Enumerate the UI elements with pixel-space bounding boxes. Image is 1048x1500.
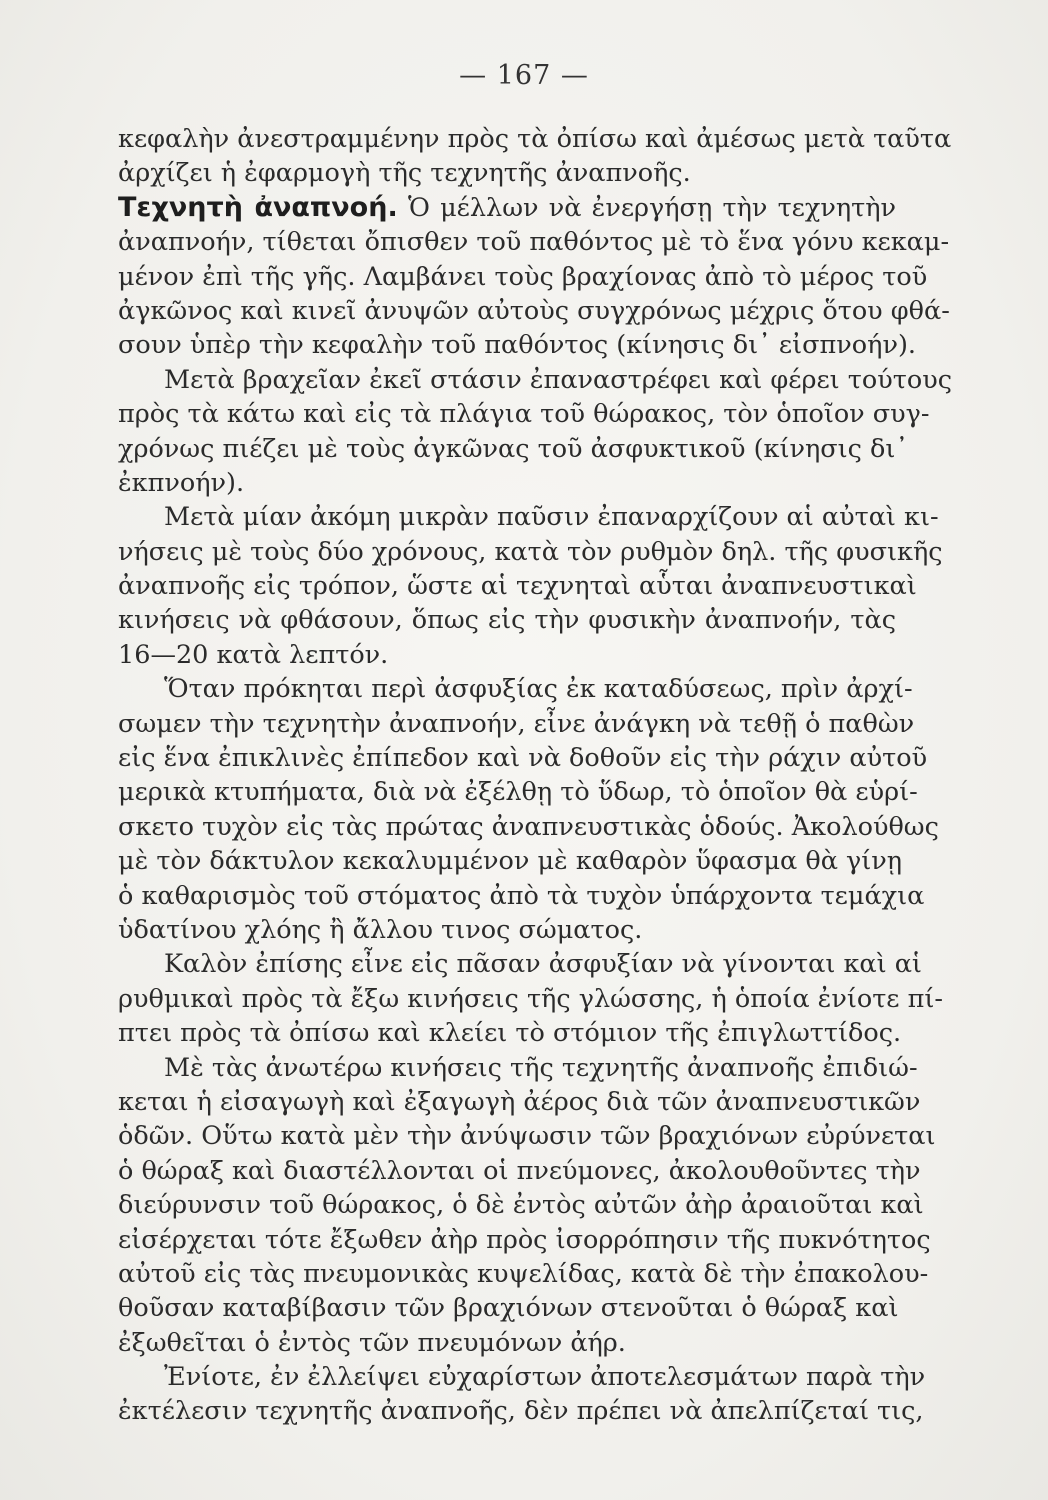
text-line: ρυθμικαὶ πρὸς τὰ ἔξω κινήσεις τῆς γλώσσης, ἡ ὁποία ἐνίοτε πί- [118, 983, 944, 1014]
text-line: κινήσεις νὰ φθάσουν, ὅπως εἰς τὴν φυσικὴν ἀναπνοήν, τὰς [118, 605, 896, 636]
text-line: μερικὰ κτυπήματα, διὰ νὰ ἐξέλθῃ τὸ ὕδωρ, τὸ ὁποῖον θὰ εὑρί- [118, 777, 918, 808]
text-line: διεύρυνσιν τοῦ θώρακος, ὁ δὲ ἐντὸς αὐτῶν ἀὴρ ἀραιοῦται καὶ [118, 1190, 924, 1221]
text-line: σκετο τυχὸν εἰς τὰς πρώτας ἀναπνευστικὰς ὁδούς. Ἀκολούθως [118, 811, 939, 842]
text-line: ὁ καθαρισμὸς τοῦ στόματος ἀπὸ τὰ τυχὸν ὑπάρχοντα τεμάχια [118, 880, 925, 911]
text-line: Μὲ τὰς ἀνωτέρω κινήσεις τῆς τεχνητῆς ἀναπνοῆς ἐπιδιώ- [164, 1052, 918, 1083]
text-line: θοῦσαν καταβίβασιν τῶν βραχιόνων στενοῦται ὁ θώραξ καὶ [118, 1293, 899, 1324]
text-line: ἀγκῶνος καὶ κινεῖ ἀνυψῶν αὐτοὺς συγχρόνως μέχρις ὅτου φθά- [118, 295, 950, 326]
text-line-with-heading [118, 191, 896, 225]
body-text [118, 122, 952, 1429]
text-line: χρόνως πιέζει μὲ τοὺς ἀγκῶνας τοῦ ἀσφυκτικοῦ (κίνησις δι᾿ [118, 433, 909, 464]
text-line: κεφαλὴν ἀνεστραμμένην πρὸς τὰ ὀπίσω καὶ ἀμέσως μετὰ ταῦτα [118, 124, 952, 154]
text-line: Μετὰ μίαν ἀκόμη μικρὰν παῦσιν ἐπαναρχίζουν αἱ αὐταὶ κι- [164, 502, 939, 533]
text-line: Ἐνίοτε, ἐν ἐλλείψει εὐχαρίστων ἀποτελεσμάτων παρὰ τὴν [164, 1362, 926, 1393]
text-line: εἰς ἕνα ἐπικλινὲς ἐπίπεδον καὶ νὰ δοθοῦν εἰς τὴν ράχιν αὐτοῦ [118, 743, 928, 774]
text-line: Ὅταν πρόκηται περὶ ἀσφυξίας ἐκ καταδύσεως, πρὶν ἀρχί- [164, 674, 913, 705]
text-line: αὐτοῦ εἰς τὰς πνευμονικὰς κυψελίδας, κατὰ δὲ τὴν ἐπακολου- [118, 1258, 929, 1289]
text-line: Καλὸν ἐπίσης εἶνε εἰς πᾶσαν ἀσφυξίαν νὰ γίνονται καὶ αἱ [164, 949, 922, 980]
text-line: σωμεν τὴν τεχνητὴν ἀναπνοήν, εἶνε ἀνάγκη νὰ τεθῇ ὁ παθὼν [118, 708, 915, 739]
text-line: κεται ἡ εἰσαγωγὴ καὶ ἐξαγωγὴ ἀέρος διὰ τῶν ἀναπνευστικῶν [118, 1086, 921, 1117]
text-line: σουν ὑπὲρ τὴν κεφαλὴν τοῦ παθόντος (κίνησις δι᾿ εἰσπνοήν). [118, 330, 916, 361]
text-line: πτει πρὸς τὰ ὀπίσω καὶ κλείει τὸ στόμιον τῆς ἐπιγλωττίδος. [118, 1018, 902, 1049]
section-heading: Τεχνητὴ ἀναπνοή. [118, 191, 398, 223]
text-line: πρὸς τὰ κάτω καὶ εἰς τὰ πλάγια τοῦ θώρακος, τὸν ὁποῖον συγ- [118, 399, 930, 430]
text-line: εἰσέρχεται τότε ἔξωθεν ἀὴρ πρὸς ἰσορρόπησιν τῆς πυκνότητος [118, 1224, 931, 1255]
text-line: 16—20 κατὰ λεπτόν. [118, 639, 389, 670]
text-line: ὁ θώραξ καὶ διαστέλλονται οἱ πνεύμονες, ἀκολουθοῦντες τὴν [118, 1155, 921, 1186]
text-line: Μετὰ βραχεῖαν ἐκεῖ στάσιν ἐπαναστρέφει καὶ φέρει τούτους [164, 364, 952, 395]
text-line: ἐκτέλεσιν τεχνητῆς ἀναπνοῆς, δὲν πρέπει νὰ ἀπελπίζεταί τις, [118, 1396, 924, 1427]
text-line: ὑδατίνου χλόης ἢ ἄλλου τινος σώματος. [118, 914, 643, 945]
text-line: ὁδῶν. Οὕτω κατὰ μὲν τὴν ἀνύψωσιν τῶν βραχιόνων εὐρύνεται [118, 1121, 936, 1152]
text-line: μὲ τὸν δάκτυλον κεκαλυμμένον μὲ καθαρὸν ὕφασμα θὰ γίνῃ [118, 846, 903, 877]
text-line: Ὁ μέλλων νὰ ἐνεργήσῃ τὴν τεχνητὴν [407, 192, 897, 223]
text-line: ἐξωθεῖται ὁ ἐντὸς τῶν πνευμόνων ἀήρ. [118, 1327, 626, 1358]
page-number: — 167 — [459, 60, 589, 91]
text-line: ἀναπνοῆς εἰς τρόπον, ὥστε αἱ τεχνηταὶ αὗται ἀναπνευστικαὶ [118, 571, 917, 602]
text-line: μένον ἐπὶ τῆς γῆς. Λαμβάνει τοὺς βραχίονας ἀπὸ τὸ μέρος τοῦ [118, 261, 928, 292]
text-line: ἀρχίζει ἡ ἐφαρμογὴ τῆς τεχνητῆς ἀναπνοῆς. [118, 158, 691, 189]
text-line: ἐκπνοήν). [118, 467, 245, 498]
text-line: νήσεις μὲ τοὺς δύο χρόνους, κατὰ τὸν ρυθμὸν δηλ. τῆς φυσικῆς [118, 536, 943, 567]
text-line: ἀναπνοήν, τίθεται ὄπισθεν τοῦ παθόντος μὲ τὸ ἕνα γόνυ κεκαμ- [118, 227, 950, 258]
